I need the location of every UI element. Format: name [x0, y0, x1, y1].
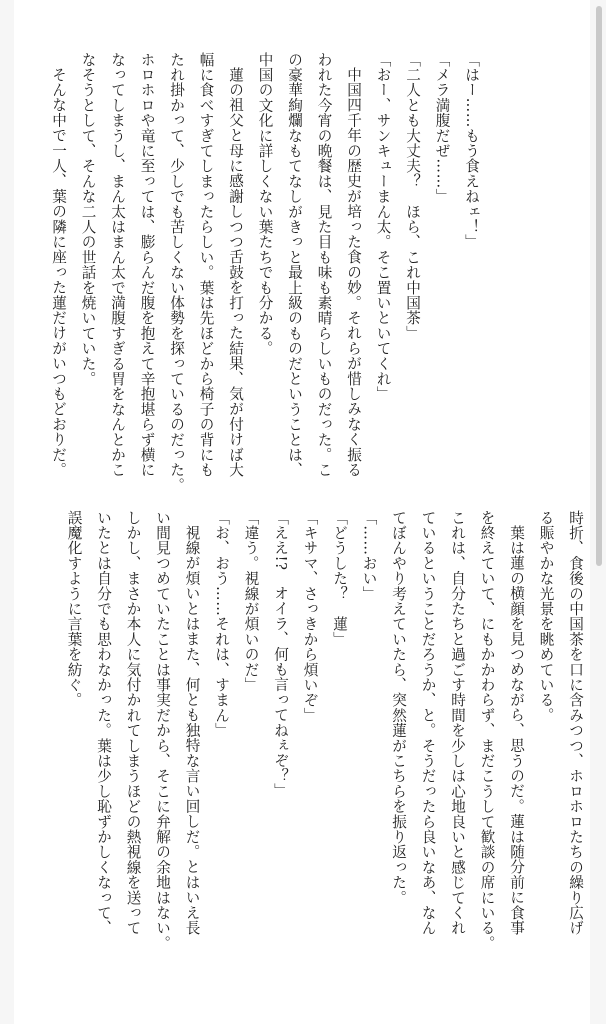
text-line: を終えていて、にもかかわらず、まだこうして歓談の席にいる。: [478, 510, 496, 951]
text-block-bottom: [66, 510, 590, 1000]
text-line: 中国四千年の歴史が培った食の妙。それらが惜しみなく振る: [345, 66, 362, 477]
text-line: 「はー……もう食えねェ！」: [463, 52, 480, 250]
text-line: 時折、食後の中国茶を口に含みつつ、ホロホロたちの繰り広げ: [567, 510, 584, 936]
page-sheet: [14, 0, 590, 1024]
text-line: いたとは自分でも思わなかった。葉は少し恥ずかしくなって、: [95, 510, 112, 936]
text-line: てぼんやり考えていたら、突然蓮がこちらを振り返った。: [390, 510, 407, 906]
text-line: 中国の文化に詳しくない葉たちでも分かる。: [256, 52, 274, 356]
text-line: 「二人とも大丈夫？ ほら、これ中国茶」: [404, 52, 421, 341]
text-line: 「キサマ、さっきから煩いぞ」: [301, 510, 319, 723]
text-line: 葉は蓮の横顔を見つめながら、思うのだ。蓮は随分前に食事: [508, 524, 525, 935]
text-line: 「おー、サンキューまん太。そこ置いといてくれ」: [374, 52, 392, 402]
text-line: 「ええ!? オイラ、何も言ってねぇぞ？」: [272, 510, 289, 799]
text-line: ホロホロや竜に至っては、膨らんだ腹を抱えて辛抱堪らず横に: [138, 52, 156, 478]
text-line: 蓮の祖父と母に感謝しつつ舌鼓を打った結果、気が付けば大: [227, 66, 244, 477]
vertical-scrollbar[interactable]: [596, 6, 602, 566]
text-line: われた今宵の晩餐は、見た目も味も素晴らしいものだった。こ: [315, 52, 333, 478]
text-line: ているということだろうか、と。そうだったら良いなあ、なん: [419, 510, 437, 936]
text-line: 「違う。視線が煩いのだ」: [242, 510, 260, 693]
text-line: 視線が煩いとはまた、何とも独特な言い回しだ。とはいえ長: [183, 524, 201, 935]
text-line: 誤魔化すように言葉を紡ぐ。: [65, 510, 83, 708]
text-line: 「どうした？ 蓮」: [331, 510, 348, 647]
text-line: しかし、まさか本人に気付かれてしまうほどの熱視線を送って: [124, 510, 142, 936]
text-line: たれ掛かって、少しでも苦しくない体勢を探っているのだった。: [168, 52, 185, 493]
text-line: 「お、おう……それは、すまん」: [213, 510, 230, 738]
text-block-top: [50, 52, 486, 493]
text-line: なってしまうし、まん太はまん太で満腹すぎる胃をなんとかこ: [109, 52, 126, 478]
text-line: これは、自分たちと過ごす時間を少しは心地良いと感じてくれ: [449, 510, 466, 936]
text-line: 「メラ満腹だぜ……」: [433, 52, 451, 204]
text-line: そんな中で一人、葉の隣に座った蓮だけがいつもどおりだ。: [50, 66, 67, 477]
text-line: る賑やかな光景を眺めている。: [537, 510, 555, 723]
text-line: なそうとして、そんな二人の世話を焼いていた。: [79, 52, 97, 387]
text-line: の豪華絢爛なもてなしがきっと最上級のものだということは、: [286, 52, 303, 478]
text-line: い間見つめていたことは事実だから、そこに弁解の余地はない。: [154, 510, 171, 951]
text-line: 幅に食べすぎてしまったらしい。葉は先ほどから椅子の背にも: [197, 52, 215, 478]
text-line: 「……おい」: [360, 510, 378, 602]
